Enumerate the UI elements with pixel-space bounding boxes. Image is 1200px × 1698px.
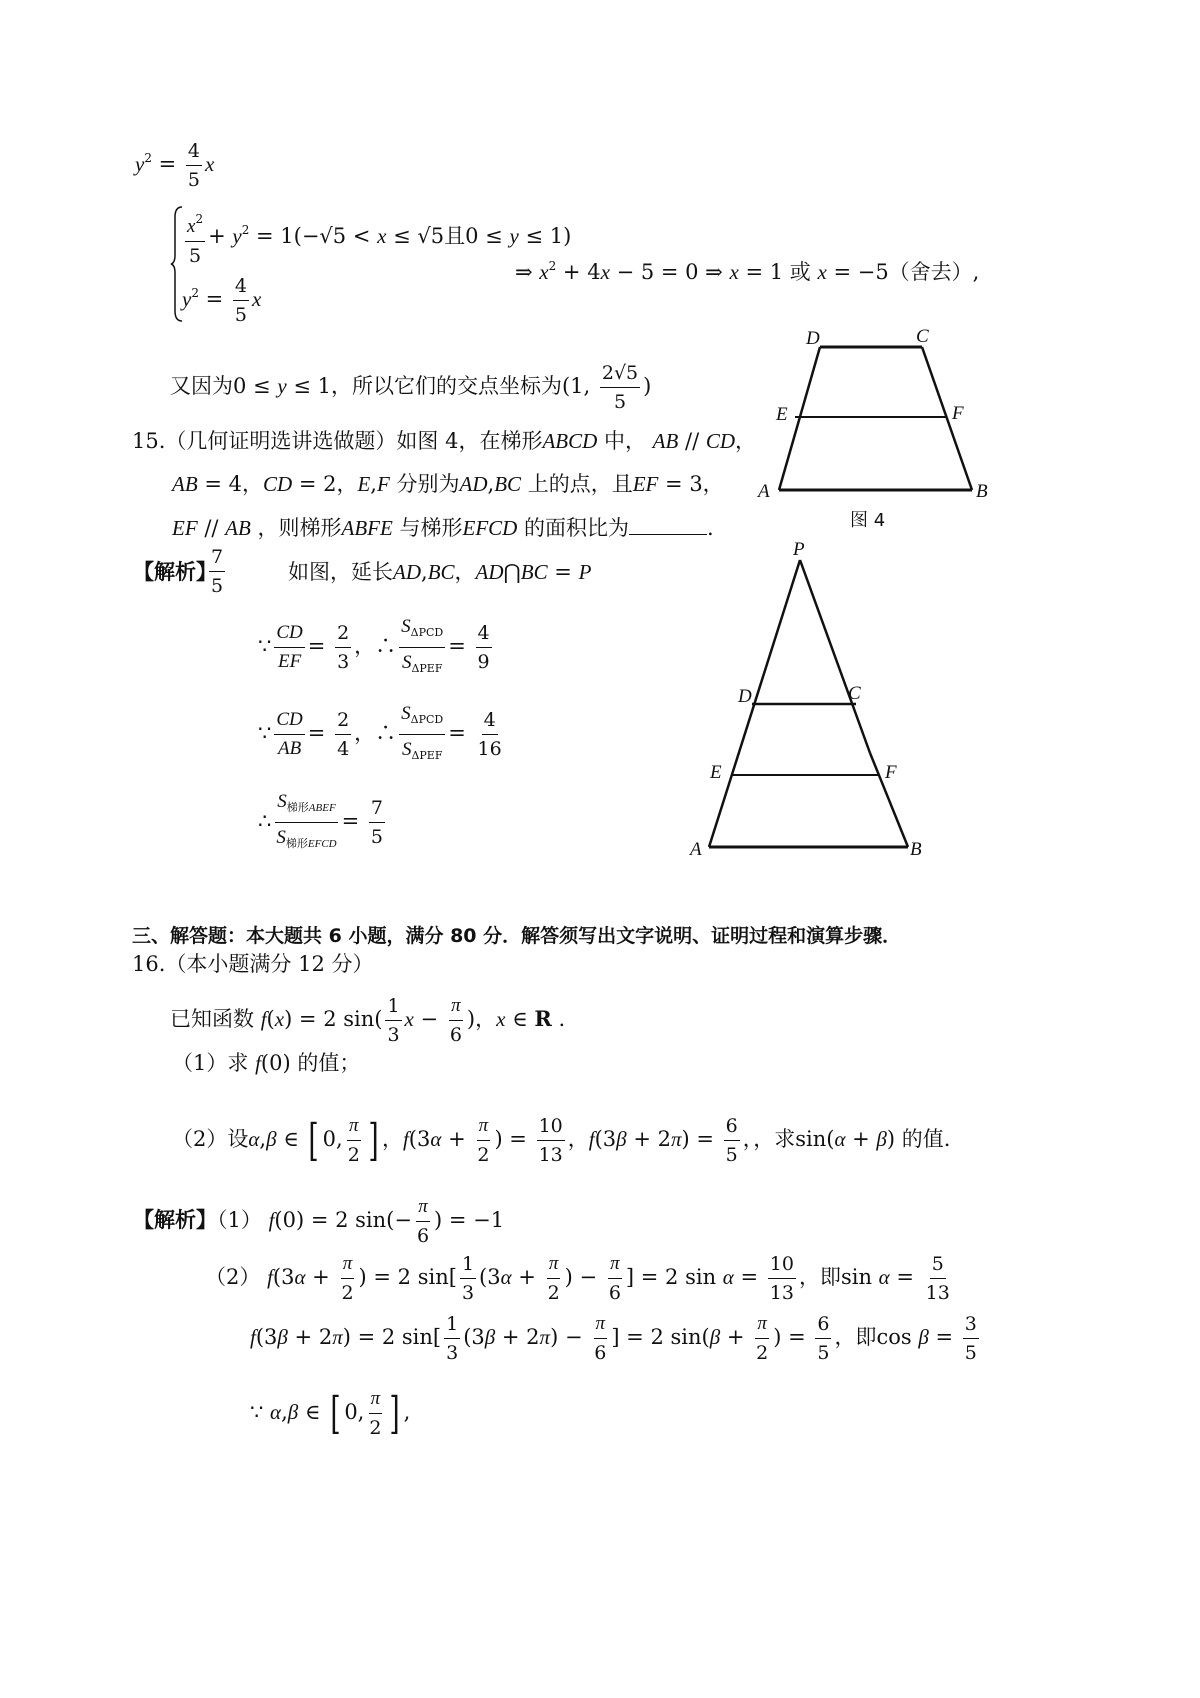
system-line-2: $y^2$ = $\frac{4}{5}$ x bbox=[182, 275, 262, 326]
answer-blank bbox=[629, 516, 707, 535]
section3-heading: 三、解答题：本大题共 6 小题，满分 80 分．解答须写出文字说明、证明过程和演算步骤． bbox=[132, 925, 902, 947]
trap-label-E: E bbox=[776, 404, 788, 425]
tri-label-F: F bbox=[885, 762, 897, 783]
q16-header: 16.（本小题满分 12 分） bbox=[132, 952, 374, 976]
intersection-line: 又因为0 ≤ y ≤ 1，所以它们的交点坐标为(1, $\frac{2√5}{5}$ ) bbox=[170, 362, 652, 413]
q15-explain: 如图，延长AD,BC，AD⋂BC = P bbox=[288, 560, 592, 584]
q15-step-1: ∵ $\frac{CD}{EF}$ = $\frac{2}{3}$ ，∴ $\frac{S_{\Delta PCD}}{S_{\Delta PEF}}$ = $\frac{4}{9}$ bbox=[258, 616, 490, 675]
trapezoid-figure bbox=[750, 322, 1000, 534]
q15-line-3: EF // AB ，则梯形ABFE 与梯形EFCD 的面积比为 . bbox=[172, 516, 714, 540]
system-line-1: $\frac{x^2}{5}$ + $y^2 = 1(-√5 < x \le √5$且0 ≤ y ≤ 1) bbox=[182, 208, 571, 267]
trap-label-B: B bbox=[976, 481, 988, 502]
tri-label-C: C bbox=[848, 683, 861, 704]
trap-label-A: A bbox=[758, 481, 770, 502]
q15-line-2: AB = 4，CD = 2，E,F 分别为AD,BC 上的点，且EF = 3， bbox=[172, 472, 724, 496]
q16-sol-2a: （2） f(3α + $\frac{\pi}{2}$ ) = 2 sin[ $\frac{1}{3}$ (3α + $\frac{\pi}{2}$ ) − $\frac{\pi}{6}$ ] = 2 sin α = $\frac{10}{13}$ ，即sin α = $\frac{5}{13}$ bbox=[205, 1253, 950, 1304]
q15-step-3: ∴ $\frac{S_{梯形ABEF}}{S_{梯形EFCD}}$ = $\frac{7}{5}$ bbox=[258, 791, 383, 850]
q16-sol-1: 【解析】（1） f(0) = 2 sin(− $\frac{\pi}{6}$ ) = −1 bbox=[133, 1196, 505, 1247]
eq-y2: $y^2$ = $\frac{4}{5}$ x bbox=[135, 140, 215, 191]
q15-step-2: ∵ $\frac{CD}{AB}$ = $\frac{2}{4}$ ，∴ $\frac{S_{\Delta PCD}}{S_{\Delta PEF}}$ = $\frac{4}{16}$ bbox=[258, 703, 502, 762]
trap-label-D: D bbox=[806, 328, 820, 349]
trap-label-F: F bbox=[952, 403, 964, 424]
system-result: ⇒ $x^2 + 4x - 5 = 0$ ⇒ x = 1 或 x = −5（舍去）, bbox=[515, 259, 980, 284]
trap-label-C: C bbox=[916, 326, 929, 347]
q16-part1: （1）求 f(0) 的值； bbox=[172, 1051, 361, 1075]
q15-answer-label: 【解析】 bbox=[133, 559, 217, 584]
q16-sol-2b: f(3β + 2π) = 2 sin[ $\frac{1}{3}$ (3β + 2π) − $\frac{\pi}{6}$ ] = 2 sin(β + $\frac{\pi}{2}$ ) = $\frac{6}{5}$ ，即cos β = $\frac{3}{5}$ bbox=[250, 1313, 977, 1364]
tri-label-E: E bbox=[710, 762, 722, 783]
q16-sol-2c: ∵ α,β ∈ [ 0, $\frac{\pi}{2}$ ] , bbox=[250, 1387, 411, 1439]
triangle-figure bbox=[680, 535, 940, 865]
q16-part2: （2）设α,β ∈ [ 0, $\frac{\pi}{2}$ ] ，f(3α + $\frac{\pi}{2}$ ) = $\frac{10}{13}$ ，f(3β + 2π) = $\frac{6}{5}$ ，，求sin(α + β) 的值. bbox=[172, 1114, 951, 1166]
q16-given: 已知函数 f(x) = 2 sin( $\frac{1}{3}$ x − $\frac{\pi}{6}$ )，x ∈ R . bbox=[170, 995, 566, 1046]
q15-line-1: 15.（几何证明选讲选做题）如图 4，在梯形ABCD 中， AB // CD， bbox=[132, 429, 757, 453]
q15-answer-value: $\frac{7}{5}$ bbox=[211, 546, 224, 597]
tri-label-D: D bbox=[738, 686, 752, 707]
tri-label-P: P bbox=[793, 539, 805, 560]
tri-label-B: B bbox=[910, 839, 922, 860]
figure-caption: 图 4 bbox=[850, 510, 886, 531]
tri-label-A: A bbox=[690, 839, 702, 860]
